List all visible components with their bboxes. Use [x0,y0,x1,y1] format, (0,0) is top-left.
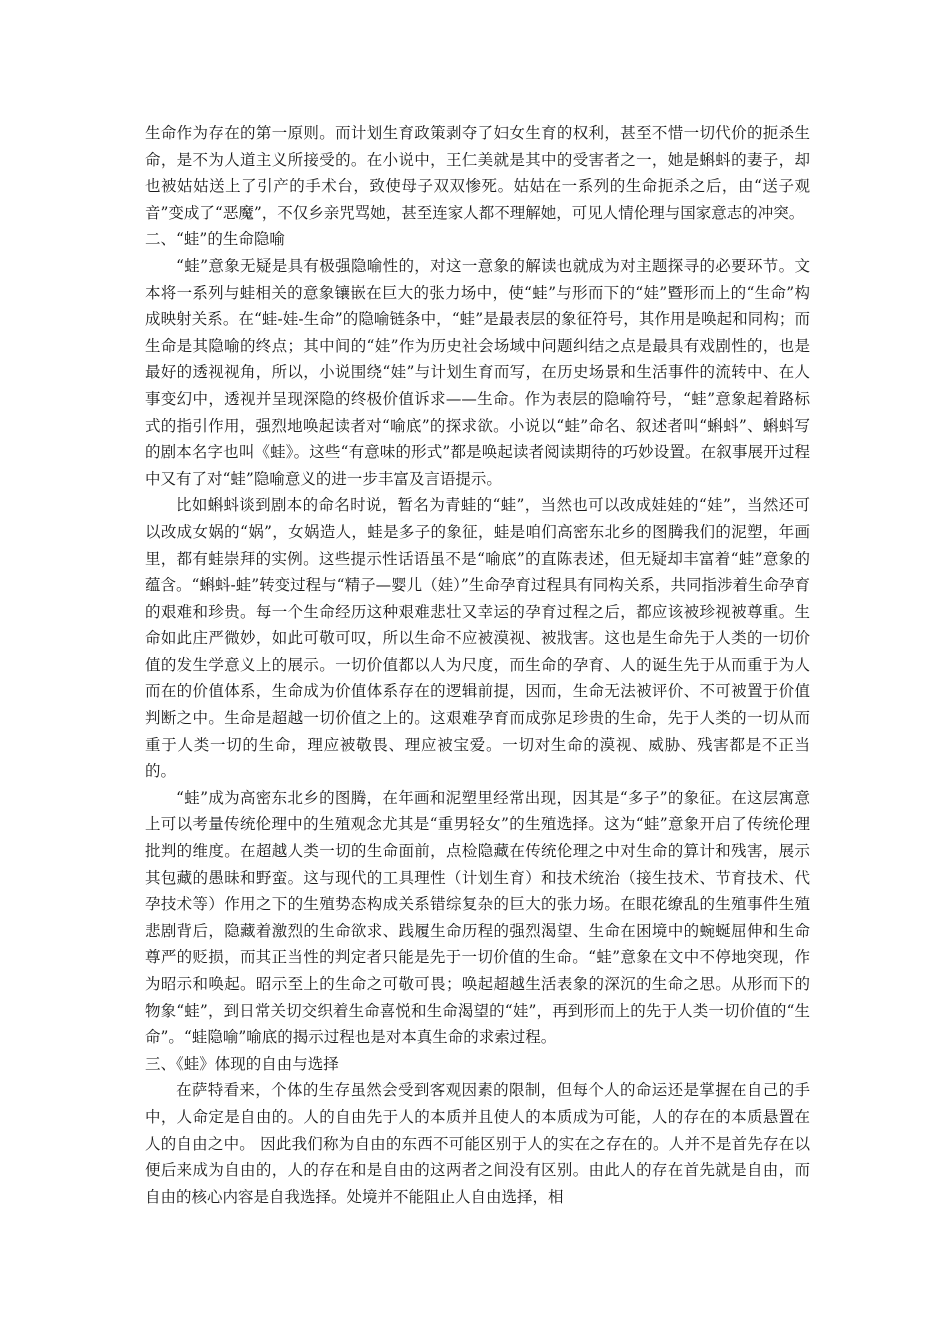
paragraph-frog-metaphor: “蛙”意象无疑是具有极强隐喻性的，对这一意象的解读也就成为对主题探寻的必要环节。文本将一系列与蛙相关的意象镶嵌在巨大的张力场中，使“蛙”与形而下的“娃”暨形而上的“生命”构成映射关系。在“蛙-娃-生命”的隐喻链条中，“蛙”是最表层的象征符号，其作用是唤起和同构；而生命是其隐喻的终点；其中间的“娃”作为历史社会场域中问题纠结之点是最具有戏剧性的，也是最好的透视视角，所以，小说围绕“娃”与计划生育而写，在历史场景和生活事件的流转中、在人事变幻中，透视并呈现深隐的终极价值诉求——生命。作为表层的隐喻符号，“蛙”意象起着路标式的指引作用，强烈地唤起读者对“喻底”的探求欲。小说以“蛙”命名、叙述者叫“蝌蚪”、蝌蚪写的剧本名字也叫《蛙》。这些“有意味的形式”都是唤起读者阅读期待的巧妙设置。在叙事展开过程中又有了对“蛙”隐喻意义的进一步丰富及言语提示。 [145,256,810,488]
paragraph-sartre-freedom: 在萨特看来，个体的生存虽然会受到客观因素的限制，但每个人的命运还是掌握在自己的手中，人命定是自由的。人的自由先于人的本质并且使人的本质成为可能，人的存在的本质悬置在人的自由之中。 因此我们称为自由的东西不可能区别于人的实在之存在的。人并不是首先存在以便后来成为自由的，人的存在和是自由的这两者之间没有区别。由此人的存在首先就是自由，而自由的核心内容是自我选择。处境并不能阻止人自由选择，相 [145,1081,810,1206]
paragraph-continuation: 生命作为存在的第一原则。而计划生育政策剥夺了妇女生育的权利，甚至不惜一切代价的扼杀生命，是不为人道主义所接受的。在小说中，王仁美就是其中的受害者之一，她是蝌蚪的妻子，却也被姑姑送上了引产的手术台，致使母子双双惨死。姑姑在一系列的生命扼杀之后，由“送子观音”变成了“恶魔”，不仅乡亲咒骂她，甚至连家人都不理解她，可见人情伦理与国家意志的冲突。 [145,124,810,222]
document-page [145,120,810,1210]
section-heading-2: 二、“蛙”的生命隐喻 [145,230,285,249]
section-heading-3: 三、《蛙》体现的自由与选择 [145,1054,339,1073]
paragraph-script-naming: 比如蝌蚪谈到剧本的命名时说，暂名为青蛙的“蛙”，当然也可以改成娃娃的“娃”，当然还可以改成女娲的“娲”，女娲造人，蛙是多子的象征，蛙是咱们高密东北乡的图腾我们的泥塑，年画里，都有蛙崇拜的实例。这些提示性话语虽不是“喻底”的直陈表述，但无疑却丰富着“蛙”意象的蕴含。“蝌蚪-蛙”转变过程与“精子—婴儿（娃）”生命孕育过程具有同构关系，共同指涉着生命孕育的艰难和珍贵。每一个生命经历这种艰难悲壮又幸运的孕育过程之后，都应该被珍视被尊重。生命如此庄严微妙，如此可敬可叹，所以生命不应被漠视、被戕害。这也是生命先于人类的一切价值的发生学意义上的展示。一切价值都以人为尺度，而生命的孕育、人的诞生先于从而重于为人而在的价值体系，生命成为价值体系存在的逻辑前提，因而，生命无法被评价、不可被置于价值判断之中。生命是超越一切价值之上的。这艰难孕育而成弥足珍贵的生命，先于人类的一切从而重于人类一切的生命，理应被敬畏、理应被宝爱。一切对生命的漠视、威胁、残害都是不正当的。 [145,496,810,781]
paragraph-totem: “蛙”成为高密东北乡的图腾，在年画和泥塑里经常出现，因其是“多子”的象征。在这层寓意上可以考量传统伦理中的生殖观念尤其是“重男轻女”的生殖选择。这为“蛙”意象开启了传统伦理批判的维度。在超越人类一切的生命面前，点检隐藏在传统伦理之中对生命的算计和残害，展示其包藏的愚昧和野蛮。这与现代的工具理性（计划生育）和技术统治（接生技术、节育技术、代孕技术等）作用之下的生殖势态构成关系错综复杂的巨大的张力场。在眼花缭乱的生殖事件生殖悲剧背后，隐藏着激烈的生命欲求、践履生命历程的强烈渴望、生命在困境中的蜿蜒屈伸和生命尊严的贬损，而其正当性的判定者只能是先于一切价值的生命。“蛙”意象在文中不停地突现，作为昭示和唤起。昭示至上的生命之可敬可畏；唤起超越生活表象的深沉的生命之思。从形而下的物象“蛙”，到日常关切交织着生命喜悦和生命渴望的“娃”，再到形而上的先于人类一切价值的“生命”。“蛙隐喻”喻底的揭示过程也是对本真生命的求索过程。 [145,788,810,1047]
